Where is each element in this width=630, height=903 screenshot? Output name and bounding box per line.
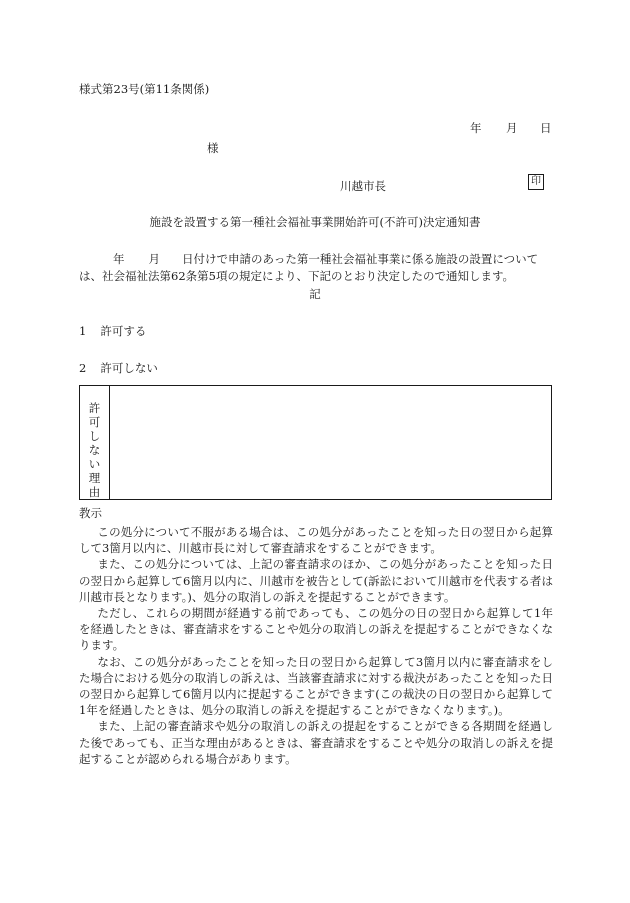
instruction-paragraph: また、上記の審査請求や処分の取消しの訴えの提起をすることができる各期間を経過した後であっても、正当な理由があるときは、審査請求をすることや処分の取消しの訴えを提起することが認められる場合があります。: [79, 719, 553, 766]
body-paragraph: [79, 251, 553, 285]
denial-reason-field[interactable]: [111, 386, 551, 499]
body-text: 日付けで申請のあった第一種社会福祉事業に係る施設の設置については、社会福祉法第62条第5項の規定により、下記のとおり決定したので通知します。: [79, 252, 539, 283]
instruction-paragraph: なお、この処分があったことを知った日の翌日から起算して3箇月以内に審査請求をした場合における処分の取消しの訴えは、当該審査請求に対する裁決があったことを知った日の翌日から起算して6箇月以内に提起することができます(この裁決の日の翌日から起算して1年を経過したときは、処分の取消しの訴えを提起することができなくなります。)。: [79, 654, 553, 718]
seal-mark: 印: [528, 174, 544, 190]
denial-reason-label: [80, 386, 110, 499]
date-month: 月: [506, 121, 518, 135]
item-number: 2: [79, 361, 87, 375]
item-permit: [79, 323, 146, 339]
document-title: 施設を設置する第一種社会福祉事業開始許可(不許可)決定通知書: [149, 215, 481, 229]
instructions: [79, 524, 553, 767]
date-day: 日: [540, 121, 552, 135]
item-label: 許可しない: [100, 361, 158, 375]
instruction-paragraph: ただし、これらの期間が経過する前であっても、この処分の日の翌日から起算して1年を経過したときは、審査請求をすることや処分の取消しの訴えを提起することができなくなります。: [79, 606, 553, 653]
addressee: 様: [207, 141, 219, 155]
body-year: 年: [113, 252, 125, 266]
kyouji-heading: 教示: [79, 506, 102, 520]
issuer-name: 川越市長: [340, 179, 386, 193]
reason-char: 可: [88, 415, 101, 429]
reason-char: 許: [88, 401, 101, 415]
denial-reason-box: [79, 385, 552, 500]
reason-char: 理: [88, 471, 101, 485]
body-month: 月: [148, 252, 160, 266]
reason-char: な: [88, 443, 101, 457]
form-number: 様式第23号(第11条関係): [79, 82, 210, 96]
date-year: 年: [470, 121, 482, 135]
item-number: 1: [79, 324, 87, 338]
reason-char: い: [88, 457, 101, 471]
ki-heading: 記: [309, 287, 321, 301]
item-label: 許可する: [100, 324, 147, 338]
item-deny: [79, 360, 158, 376]
instruction-paragraph: また、この処分については、上記の審査請求のほか、この処分があったことを知った日の翌日から起算して6箇月以内に、川越市を被告として(訴訟において川越市を代表する者は川越市長となります。)、処分の取消しの訴えを提起することができます。: [79, 557, 553, 604]
reason-char: 由: [88, 485, 101, 499]
reason-char: し: [88, 429, 101, 443]
instruction-paragraph: この処分について不服がある場合は、この処分があったことを知った日の翌日から起算して3箇月以内に、川越市長に対して審査請求をすることができます。: [79, 525, 553, 556]
